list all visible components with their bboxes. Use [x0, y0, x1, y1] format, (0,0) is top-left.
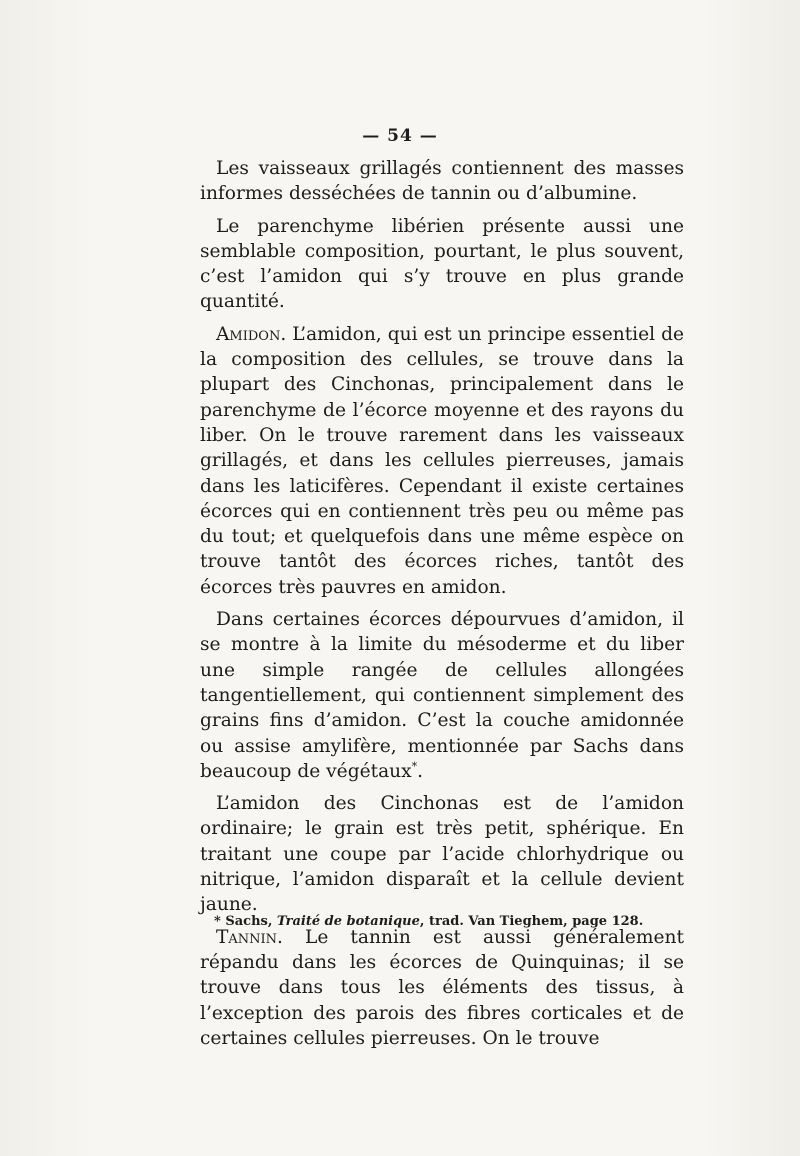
- paragraph-vaisseaux: [200, 156, 684, 207]
- paragraph-text: L’amidon des Cinchonas est de l’amidon ordinaire; le grain est très petit, sphérique. En traitant une coupe par l’acide chlorhydrique ou nitrique, l’amidon disparaît et la cellule devient jaune.: [200, 793, 684, 916]
- section-heading-tannin: Tannin.: [216, 926, 283, 948]
- paragraph-text-end: .: [417, 760, 424, 782]
- paragraph-parenchyme: [200, 214, 684, 315]
- section-heading-amidon: Amidon.: [216, 323, 287, 345]
- paragraph-amidon: [200, 322, 684, 600]
- footnote: [200, 914, 684, 929]
- paragraph-text: L’amidon, qui est un principe essentiel de la composition des cellules, se trouve dans la plupart des Cinchonas, principalement dans le parenchyme de l’écorce moyenne et des rayons du liber. On le trouve rarement dans les vaisseaux grillagés, et dans les cellules pierreuses, jamais dans les laticifères. Cependant il existe certaines écorces qui en contiennent très peu ou même pas du tout; et quelquefois dans une même espèce on trouve tantôt des écorces riches, tantôt des écorces très pauvres en amidon.: [200, 323, 684, 598]
- footnote-rest: , trad. Van Tieghem, page 128.: [419, 914, 644, 929]
- footnote-title: Traité de botanique: [276, 914, 420, 929]
- footnote-reference: *: [411, 759, 418, 773]
- footnote-author: Sachs,: [220, 914, 277, 929]
- paragraph-text: Le tannin est aussi généralement répandu dans les écorces de Quinquinas; il se trouve dans tous les éléments des tissus, à l’exception des parois des fibres corticales et de certaines cellules pierreuses. On le trouve: [200, 926, 684, 1049]
- paragraph-tannin: [200, 925, 684, 1051]
- footnote-mark: *: [214, 914, 221, 929]
- paragraph-couche-amidonnee: [200, 607, 684, 784]
- paragraph-text: Les vaisseaux grillagés contiennent des masses informes desséchées de tannin ou d’albumine.: [200, 158, 684, 205]
- paragraph-amidon-ordinaire: [200, 791, 684, 917]
- paragraph-text: Dans certaines écorces dépourvues d’amidon, il se montre à la limite du mésoderme et du liber une simple rangée de cellules allongées tangentiellement, qui contiennent simplement des grains fins d’amidon. C’est la couche amidonnée ou assise amylifère, mentionnée par Sachs dans beaucoup de végétaux: [200, 609, 684, 782]
- paragraph-text: Le parenchyme libérien présente aussi une semblable composition, pourtant, le plus souvent, c’est l’amidon qui s’y trouve en plus grande quantité.: [200, 215, 684, 313]
- page-number: — 54 —: [362, 126, 438, 146]
